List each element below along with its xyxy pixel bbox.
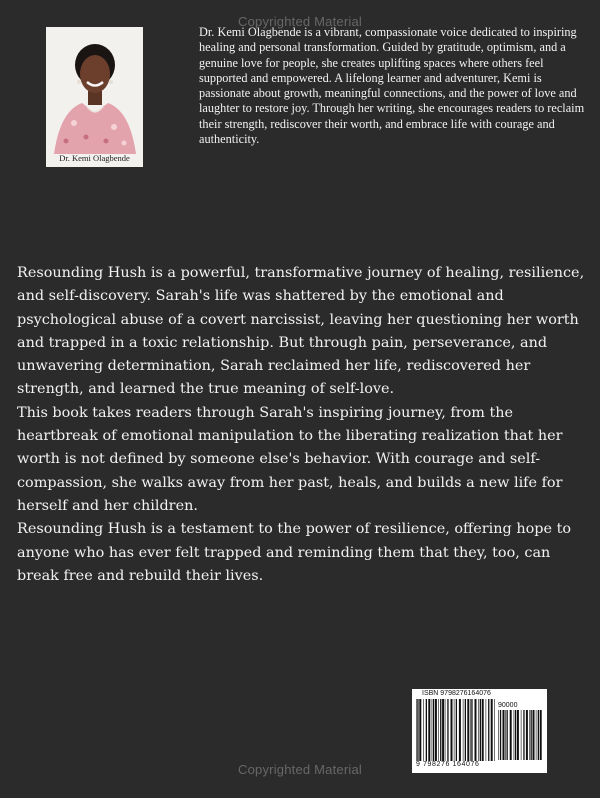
barcode-bars-main [416, 699, 496, 761]
barcode-bar [482, 699, 484, 761]
barcode-bar [486, 699, 487, 761]
barcode-bar [510, 710, 512, 760]
barcode-bar [505, 710, 506, 760]
barcode-bar [445, 699, 446, 761]
barcode-bar [435, 699, 437, 761]
barcode-bar [515, 710, 516, 760]
price-code: 90000 [498, 702, 518, 709]
barcode-bar [438, 699, 439, 761]
barcode-bars-addon [498, 710, 542, 760]
blurb-paragraph: Resounding Hush is a powerful, transformative journey of healing, resilience, and self-discovery. Sarah's life was shattered by the emotional and psychological abuse of a covert narcissist, leaving her questioning her worth and trapped in a toxic relationship. But through pain, perseverance, and unwavering determination, Sarah reclaimed her life, rediscovered her strength, and learned the true meaning of self-love. [17, 265, 585, 398]
barcode-bar [432, 699, 433, 761]
barcode-bar [467, 699, 469, 761]
barcode-bar [538, 710, 539, 760]
barcode-bar [533, 710, 535, 760]
barcode-bar [433, 699, 434, 761]
barcode-bar [459, 699, 461, 761]
barcode-bar [503, 710, 505, 760]
isbn-barcode [412, 689, 547, 773]
barcode-bar [463, 699, 464, 761]
barcode-bar [440, 699, 441, 761]
barcode-bar [494, 699, 495, 761]
watermark-bottom: Copyrighted Material [238, 762, 362, 777]
author-bio: Dr. Kemi Olagbende is a vibrant, compassionate voice dedicated to inspiring healing and personal transformation. Guided by gratitude, optimism, and a genuine love for people, she creates uplifting spaces where others feel supported and empowered. A lifelong learner and adventurer, Kemi is passionate about growth, meaningful connections, and the power of love and laughter to restore joy. Through her writing, she encourages readers to reclaim their strength, rediscover their worth, and embrace life with courage and authenticity. [199, 25, 585, 147]
barcode-bar [428, 699, 430, 761]
barcode-bar [491, 699, 493, 761]
barcode-bar [447, 699, 448, 761]
barcode-bar [470, 699, 471, 761]
barcode-bar [454, 699, 455, 761]
barcode-bar [456, 699, 457, 761]
barcode-bar [517, 710, 519, 760]
watermark-top: Copyrighted Material [238, 14, 362, 29]
barcode-bar [475, 699, 477, 761]
author-photo-caption: Dr. Kemi Olagbende [59, 153, 130, 163]
barcode-digits: 9 798276 164076 [416, 761, 480, 768]
barcode-bar [423, 699, 424, 761]
author-photo [46, 27, 143, 167]
barcode-bar [465, 699, 466, 761]
barcode-bar [488, 699, 489, 761]
barcode-bar [521, 710, 522, 760]
barcode-bar [498, 710, 499, 760]
barcode-bar [451, 699, 453, 761]
book-blurb [17, 262, 595, 588]
blurb-paragraph: Resounding Hush is a testament to the power of resilience, offering hope to anyone who has ever felt trapped and reminding them that they, too, can break free and rebuild their lives. [17, 521, 572, 584]
barcode-bar [540, 710, 542, 760]
blurb-paragraph: This book takes readers through Sarah's inspiring journey, from the heartbreak of emotional manipulation to the liberating realization that her worth is not defined by someone else's behavior. With courage and self-compassion, she walks away from her past, heals, and builds a new life for herself and her children. [17, 404, 563, 514]
barcode-bar [514, 710, 515, 760]
barcode-bar [426, 699, 427, 761]
barcode-bar [523, 710, 524, 760]
isbn-label: ISBN 9798276164076 [422, 690, 491, 697]
barcode-bar [500, 710, 501, 760]
barcode-bar [442, 699, 444, 761]
barcode-bar [471, 699, 472, 761]
barcode-bar [480, 699, 481, 761]
barcode-bar [507, 710, 508, 760]
author-portrait-image [46, 27, 143, 167]
barcode-bar [416, 699, 417, 761]
barcode-bar [478, 699, 479, 761]
barcode-bar [536, 710, 537, 760]
barcode-bar [531, 710, 532, 760]
barcode-bar [417, 699, 418, 761]
barcode-bar [419, 699, 421, 761]
barcode-bar [526, 710, 528, 760]
barcode-bar [529, 710, 530, 760]
